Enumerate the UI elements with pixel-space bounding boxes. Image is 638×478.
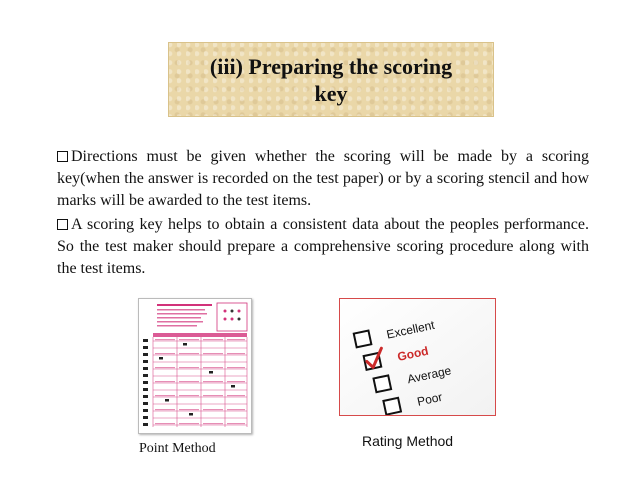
checkbox-bullet-icon <box>57 219 68 230</box>
svg-text:Excellent: Excellent <box>385 317 436 342</box>
body-text <box>57 146 589 282</box>
answer-sheet-icon <box>139 299 251 433</box>
svg-text:Average: Average <box>406 363 453 387</box>
title-line-1: (iii) Preparing the scoring <box>209 53 453 79</box>
svg-text:Poor: Poor <box>415 389 444 409</box>
rating-scale-icon <box>340 299 495 415</box>
point-method-answer-sheet-image <box>138 298 252 434</box>
paragraph-1: Directions must be given whether the scoring will be made by a scoring key(when the answer is recorded on the test paper) or by a scoring stencil and how marks will be awarded to the test items. <box>57 148 589 209</box>
checkbox-bullet-icon <box>57 151 68 162</box>
slide-title <box>168 42 494 117</box>
point-method-caption: Point Method <box>139 441 216 456</box>
title-line-2: key <box>314 80 348 106</box>
paragraph-2: A scoring key helps to obtain a consistent data about the peoples performance. So the test maker should prepare a comprehensive scoring procedure along with the test items. <box>57 216 589 277</box>
svg-text:Good: Good <box>396 343 430 364</box>
rating-method-image <box>339 298 496 416</box>
rating-method-caption: Rating Method <box>362 433 454 449</box>
